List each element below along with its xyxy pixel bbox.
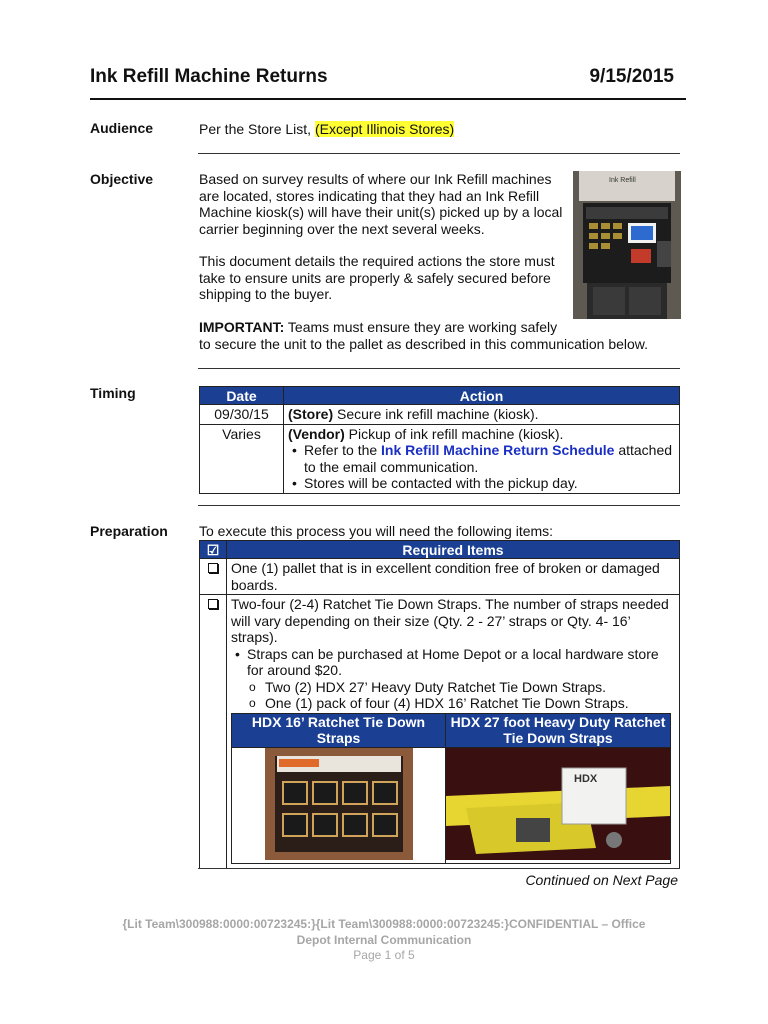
item2-bullets (231, 646, 675, 712)
audience-store-list: Per the Store List, (199, 121, 315, 137)
items-col-header: Required Items (227, 541, 680, 559)
objective-line: carrier beginning over the next several weeks. (199, 220, 485, 237)
important-text-1: Teams must ensure they are working safely (284, 319, 558, 335)
table-row (200, 424, 680, 493)
important-text-2: to secure the unit to the pallet as described in this communication below. (199, 335, 649, 352)
hdx-16-image (232, 747, 446, 864)
audience-exception-highlight: (Except Illinois Stores) (314, 121, 455, 137)
return-schedule-link[interactable]: Ink Refill Machine Return Schedule (381, 442, 615, 458)
list-item: • Stores will be contacted with the pickup day. (292, 475, 675, 492)
timing-col-action: Action (284, 387, 680, 405)
table-row (200, 595, 680, 869)
hdx-27-header: HDX 27 foot Heavy Duty Ratchet Tie Down Straps (446, 713, 671, 747)
hdx-27-image (446, 747, 671, 864)
item2-checkbox[interactable] (200, 595, 227, 869)
strap-images-row (232, 747, 671, 864)
checkbox-icon (208, 563, 218, 573)
list-item: o One (1) pack of four (4) HDX 16’ Ratchet Tie Down Straps. (249, 695, 675, 712)
hdx-16-header: HDX 16’ Ratchet Tie Down Straps (232, 713, 446, 747)
objective-line: Based on survey results of where our Ink Refill machines (199, 171, 552, 187)
list-item: o Two (2) HDX 27’ Heavy Duty Ratchet Tie Down Straps. (249, 679, 675, 696)
timing-row1-text: Secure ink refill machine (kiosk). (333, 406, 539, 422)
objective-paragraph-2 (199, 253, 569, 303)
timing-row1-actor: (Store) (288, 406, 334, 422)
audience-divider (198, 153, 680, 154)
item2-text: Two-four (2-4) Ratchet Tie Down Straps. The number of straps needed will vary depending on their size (Qty. 2 - 27’ straps or Qty. 4- 16’ straps). (231, 596, 669, 645)
footer-confidential (0, 917, 768, 948)
item2-cell (227, 595, 680, 869)
item1-text: One (1) pallet that is in excellent condition free of broken or damaged boards. (227, 559, 680, 595)
timing-divider (198, 505, 680, 506)
kiosk-sign-text: Ink Refill (609, 177, 636, 184)
audience-label: Audience (90, 120, 154, 136)
strap-images-table (231, 713, 671, 865)
ink-refill-kiosk-image (573, 171, 681, 319)
list-item (235, 646, 675, 712)
timing-header-row (200, 387, 680, 405)
timing-row2-bullets (288, 442, 675, 492)
preparation-divider (198, 868, 680, 869)
bullet-text: Refer to the (304, 442, 382, 458)
objective-divider (198, 368, 680, 369)
preparation-label: Preparation (90, 523, 168, 539)
timing-col-date: Date (200, 387, 284, 405)
timing-row2-action (284, 424, 680, 493)
page-number: Page 1 of 5 (353, 948, 415, 962)
items-header-row (200, 541, 680, 559)
timing-row2-text: Pickup of ink refill machine (kiosk). (344, 425, 564, 442)
document-date: 9/15/2015 (589, 66, 674, 87)
important-label: IMPORTANT: (199, 319, 285, 335)
checkbox-header-icon: ☑ (200, 541, 227, 559)
timing-row2-actor: (Vendor) (288, 425, 345, 442)
objective-paragraph-1 (199, 171, 569, 237)
list-item (292, 442, 675, 475)
objective-line: Machine kiosk(s) will have their unit(s) picked up by a local (199, 204, 563, 220)
checkbox-icon (208, 599, 218, 609)
strap-images-header (232, 713, 671, 747)
header-divider (90, 98, 686, 100)
footer-line-2: Depot Internal Communication (296, 932, 472, 947)
table-row (200, 405, 680, 425)
footer-line-1: {Lit Team\300988:0000:00723245:}{Lit Team\300988:0000:00723245:}CONFIDENTIAL – Office (122, 917, 646, 931)
objective-line: shipping to the buyer. (199, 286, 333, 302)
required-items-table (199, 540, 680, 869)
continued-note: Continued on Next Page (525, 872, 678, 888)
objective-line: This document details the required actions the store must (199, 253, 555, 269)
item1-checkbox[interactable] (200, 559, 227, 595)
document-title: Ink Refill Machine Returns (90, 66, 328, 87)
timing-row1-date: 09/30/15 (200, 405, 284, 425)
preparation-intro: To execute this process you will need the following items: (199, 523, 554, 539)
item2-sublist (247, 679, 675, 712)
table-row (200, 559, 680, 595)
audience-text (199, 121, 454, 138)
objective-line: are located, stores indicating that they had an Ink Refill (199, 187, 540, 204)
timing-row2-date: Varies (200, 424, 284, 493)
timing-row1-action (284, 405, 680, 425)
bullet-text: attached to the email communication. (304, 442, 673, 475)
kiosk-photo-icon (573, 171, 681, 319)
timing-label: Timing (90, 385, 136, 401)
hdx-logo: HDX (574, 773, 598, 785)
bullet-text: Straps can be purchased at Home Depot or a local hardware store for around $20. (247, 645, 659, 678)
objective-label: Objective (90, 171, 154, 187)
timing-table (199, 386, 680, 494)
ratchet-straps-16-icon (265, 748, 413, 860)
ratchet-strap-27-icon (446, 748, 670, 860)
objective-important (199, 319, 669, 352)
objective-line: take to ensure units are properly & safely secured before (199, 269, 551, 286)
